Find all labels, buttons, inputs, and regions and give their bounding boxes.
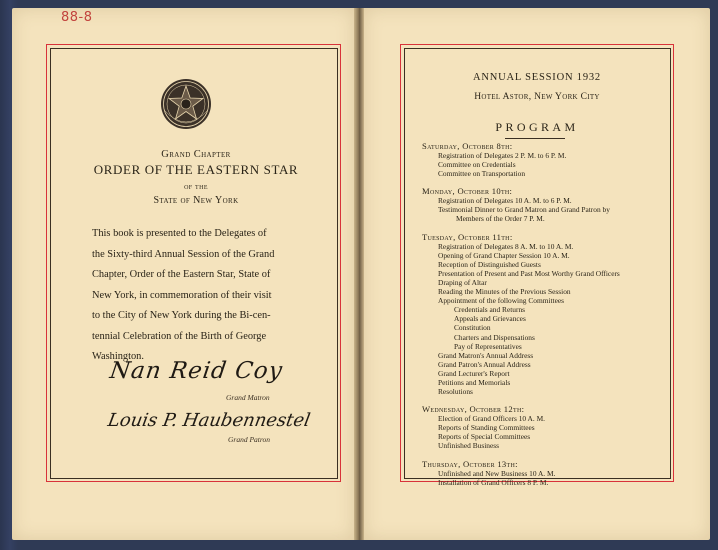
- catalog-mark: 88-8: [61, 10, 93, 25]
- program-item: Charters and Dispensations: [454, 332, 535, 342]
- program-item: Installation of Grand Officers 8 P. M.: [438, 477, 549, 487]
- program-item: Reception of Distinguished Guests: [438, 259, 541, 269]
- state-heading: State of New York: [153, 195, 239, 206]
- of-the-heading: of the: [184, 181, 208, 191]
- program-day-heading: Wednesday, October 12th:: [422, 404, 525, 415]
- program-day-heading: Monday, October 10th:: [422, 186, 513, 197]
- annual-session-heading: ANNUAL SESSION 1932: [473, 72, 601, 83]
- program-item: Reading the Minutes of the Previous Session: [438, 287, 571, 297]
- program-item: Draping of Altar: [438, 277, 487, 287]
- program-item: Registration of Delegates 8 A. M. to 10 A. M.: [438, 241, 574, 251]
- program-item: Opening of Grand Chapter Session 10 A. M.: [438, 250, 570, 260]
- program-item: Appointment of the following Committees: [438, 296, 565, 306]
- order-title: ORDER OF THE EASTERN STAR: [93, 162, 299, 177]
- program-item: Reports of Special Committees: [438, 432, 531, 442]
- program-item: Members of the Order 7 P. M.: [456, 214, 545, 224]
- program-item: Petitions and Memorials: [438, 377, 511, 387]
- program-item: Committee on Transportation: [438, 169, 526, 179]
- grand-chapter-heading: Grand Chapter: [161, 149, 231, 160]
- dedication-line: to the City of New York during the Bi-cen-: [92, 310, 271, 321]
- program-item: Testimonial Dinner to Grand Matron and Grand Patron by: [438, 205, 610, 215]
- dedication-line: Washington.: [92, 351, 144, 362]
- program-item: Grand Matron's Annual Address: [438, 350, 534, 360]
- program-item: Registration of Delegates 2 P. M. to 6 P. M.: [438, 151, 567, 160]
- program-item: Reports of Standing Committees: [438, 423, 535, 433]
- program-day-heading: Thursday, October 13th:: [422, 458, 518, 469]
- program-item: Pay of Representatives: [454, 341, 522, 351]
- dedication-text: [92, 224, 292, 368]
- grand-patron-signature: Louis P. Haubennestel: [106, 410, 312, 431]
- eastern-star-seal-icon: [158, 76, 214, 132]
- dedication-line: This book is presented to the Delegates of: [92, 228, 267, 239]
- program-item: Credentials and Returns: [454, 305, 526, 315]
- hotel-heading: Hotel Astor, New York City: [474, 92, 600, 102]
- book-gutter: [354, 8, 364, 540]
- grand-matron-signature: Nan Reid Coy: [108, 358, 285, 384]
- program-item: Resolutions: [438, 387, 473, 397]
- program-title: PROGRAM: [495, 120, 579, 134]
- dedication-line: New York, in commemoration of their visit: [92, 289, 272, 301]
- program-item: Committee on Credentials: [438, 160, 516, 170]
- program-item: Appeals and Grievances: [454, 314, 526, 324]
- grand-matron-label: Grand Matron: [226, 393, 270, 402]
- program-day-heading: Tuesday, October 11th:: [422, 231, 513, 242]
- program-item: Unfinished Business: [438, 441, 499, 451]
- program-item: Presentation of Present and Past Most Worthy Grand Officers: [438, 268, 620, 278]
- grand-patron-label: Grand Patron: [228, 435, 271, 444]
- program-day-heading: Saturday, October 8th:: [422, 141, 513, 151]
- dedication-line: Chapter, Order of the Eastern Star, State of: [92, 269, 271, 280]
- dedication-line: the Sixty-third Annual Session of the Grand: [92, 248, 275, 260]
- program-item: Registration of Delegates 10 A. M. to 6 P. M.: [438, 196, 572, 206]
- program-item: Grand Lecturer's Report: [438, 368, 510, 378]
- program-item: Election of Grand Officers 10 A. M.: [438, 414, 546, 424]
- program-item: Unfinished and New Business 10 A. M.: [438, 468, 556, 478]
- program-item: Grand Patron's Annual Address: [438, 359, 531, 369]
- dedication-line: tennial Celebration of the Birth of George: [92, 330, 267, 342]
- program-rule: [505, 138, 565, 139]
- program-schedule: [422, 141, 702, 487]
- program-item: Constitution: [454, 323, 491, 333]
